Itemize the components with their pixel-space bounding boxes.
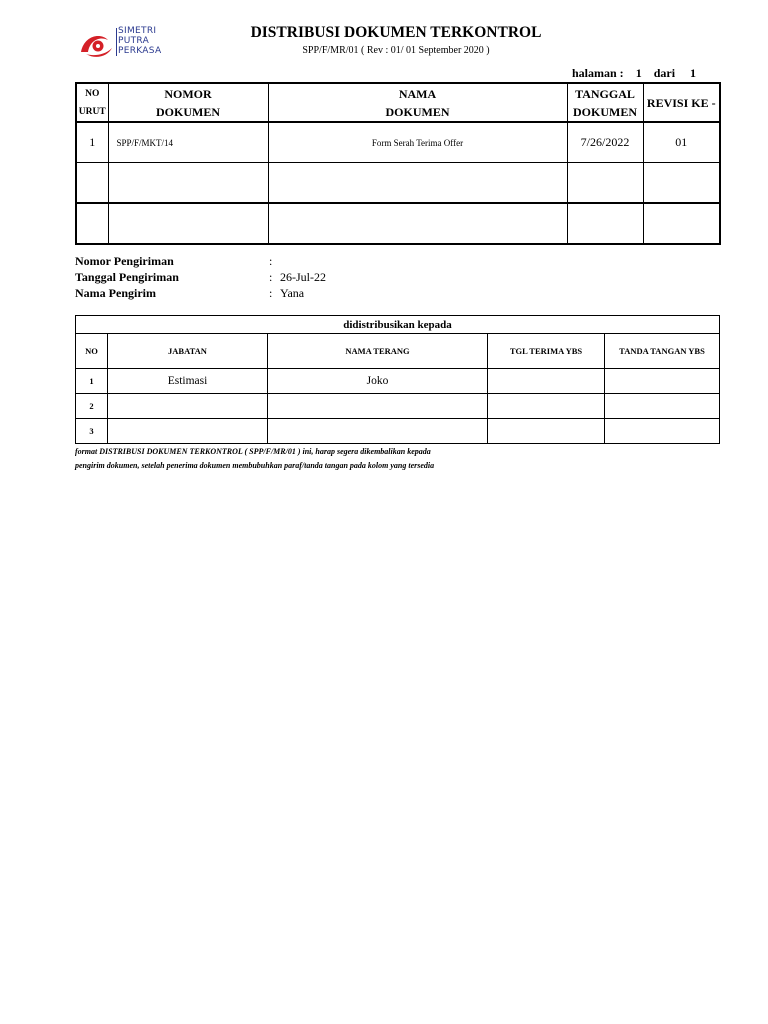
cell-tgl-terima [488,419,605,444]
cell-no: 1 [76,122,108,163]
cell-nama-terang: Joko [268,369,488,394]
header-no: NO [76,334,108,369]
cell-revisi [643,203,720,244]
header-tanggal-dokumen [567,83,643,122]
header-nomor-line1: NOMOR [164,86,212,101]
nama-pengirim-value: Yana [280,286,305,300]
cell-revisi [643,163,720,204]
colon: : [269,286,273,300]
cell-nomor: SPP/F/MKT/14 [108,122,268,163]
page-current: 1 [635,66,642,80]
cell-tanda-tangan [605,394,720,419]
header-tanggal-line1: TANGGAL [575,86,635,101]
cell-nama-terang [268,419,488,444]
cell-tgl-terima [488,394,605,419]
cell-no: 1 [76,369,108,394]
distribution-title: didistribusikan kepada [76,316,720,334]
header-revisi: REVISI KE - [643,83,720,122]
colon: : [269,270,273,284]
page-total: 1 [690,66,697,80]
header-nama-dokumen [268,83,567,122]
page-of: dari [653,66,676,80]
logo-line-2: PUTRA [118,36,150,46]
cell-nama-terang [268,394,488,419]
cell-nama: Form Serah Terima Offer [268,122,567,163]
cell-nama [268,203,567,244]
logo-line-3: PERKASA [118,46,162,56]
header-tanggal-line2: DOKUMEN [573,104,637,119]
page-info [572,66,696,81]
header-jabatan: JABATAN [108,334,268,369]
table-row [76,394,720,419]
table-row [76,203,720,244]
document-title: DISTRIBUSI DOKUMEN TERKONTROL [250,24,542,41]
document-table [75,82,721,245]
cell-no [76,163,108,204]
cell-revisi: 01 [643,122,720,163]
footer-note [75,445,595,473]
header-nama-terang: NAMA TERANG [268,334,488,369]
cell-nomor [108,203,268,244]
cell-tanggal: 7/26/2022 [567,122,643,163]
cell-nomor [108,163,268,204]
nomor-pengiriman-label: Nomor Pengiriman [75,254,174,268]
header-tanda-tangan: TANDA TANGAN YBS [605,334,720,369]
note-line-2: pengirim dokumen, setelah penerima dokumen membubuhkan paraf/tanda tangan pada kolom yang tersedia [75,461,435,470]
document-table-header [76,83,720,122]
cell-no: 2 [76,394,108,419]
header-nama-line2: DOKUMEN [385,104,450,119]
header-no-urut [76,83,108,122]
distribution-table [75,315,720,444]
cell-jabatan: Estimasi [108,369,268,394]
cell-tgl-terima [488,369,605,394]
tanggal-pengiriman-value: 26-Jul-22 [280,270,326,284]
logo-line-1: SIMETRI [118,26,157,36]
header-nama-line1: NAMA [398,86,437,101]
cell-no: 3 [76,419,108,444]
header-no-line2: URUT [78,106,106,117]
distribution-header [76,334,720,369]
cell-nama [268,163,567,204]
table-row [76,163,720,204]
table-row [76,419,720,444]
cell-tanda-tangan [605,419,720,444]
header-no-line1: NO [85,88,100,99]
tanggal-pengiriman-label: Tanggal Pengiriman [75,270,179,284]
cell-no [76,203,108,244]
colon: : [269,254,273,268]
document-subtitle: SPP/F/MR/01 ( Rev : 01/ 01 September 2020 ) [302,45,490,56]
table-row [76,122,720,163]
page-label: halaman : [572,66,624,80]
table-row [76,369,720,394]
nama-pengirim-label: Nama Pengirim [75,286,156,300]
cell-tanggal [567,163,643,204]
note-line-1: format DISTRIBUSI DOKUMEN TERKONTROL ( SPP/F/MR/01 ) ini, harap segera dikembalikan kepada [75,447,431,456]
cell-tanggal [567,203,643,244]
header-tgl-terima: TGL TERIMA YBS [488,334,605,369]
cell-jabatan [108,419,268,444]
header-nomor-line2: DOKUMEN [156,104,220,119]
cell-jabatan [108,394,268,419]
header-nomor-dokumen [108,83,268,122]
distribution-title-row [76,316,720,334]
cell-tanda-tangan [605,369,720,394]
